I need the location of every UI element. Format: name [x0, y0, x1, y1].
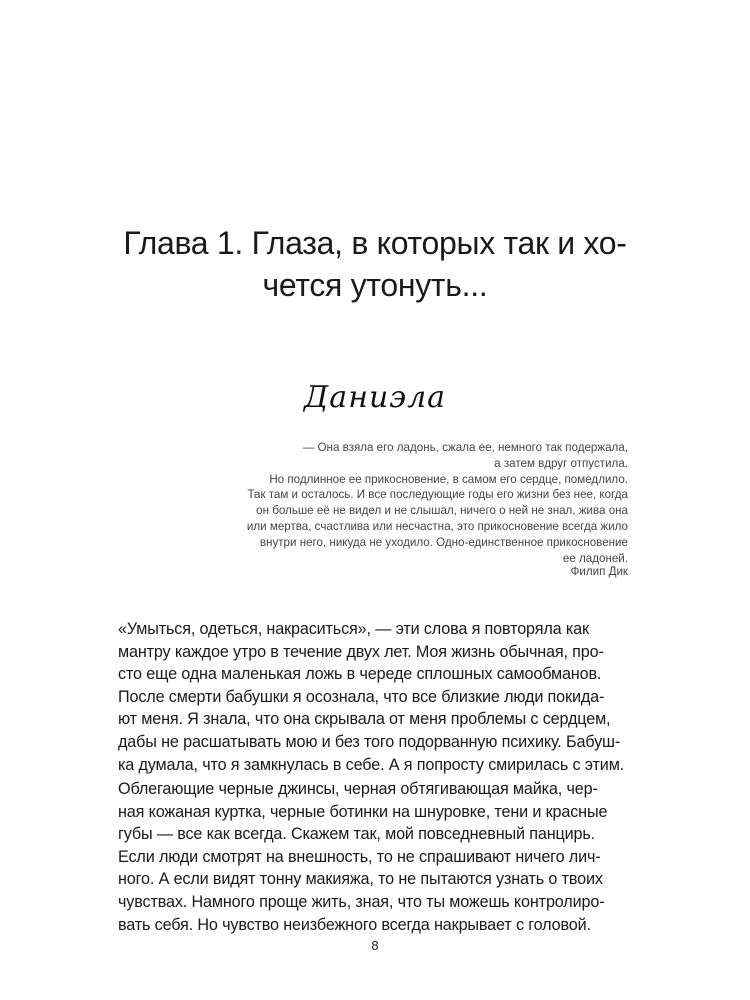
- text-line: мантру каждое утро в течение двух лет. Моя жизнь обычная, про-: [118, 642, 604, 661]
- epigraph-line: Но подлинное ее прикосновение, в самом его сердце, помедлило.: [269, 472, 628, 486]
- text-line: дабы не расшатывать мою и без того подорванную психику. Бабуш-: [118, 732, 621, 751]
- text-line: чувствах. Намного проще жить, зная, что ты можешь контролиро-: [118, 892, 605, 911]
- chapter-title: [80, 222, 670, 306]
- text-line: Если люди смотрят на внешность, то не спрашивают ничего лич-: [118, 847, 601, 866]
- page-number: 8: [371, 938, 379, 953]
- epigraph-line: он больше её не видел и не слышал, ничего о ней не знал, жива она: [256, 504, 628, 518]
- body-paragraph: [118, 618, 630, 776]
- epigraph-line: ее ладоней.: [562, 551, 628, 565]
- text-line: Облегающие черные джинсы, черная обтягивающая майка, чер-: [118, 780, 598, 798]
- text-line: После смерти бабушки я осознала, что все близкие люди покида-: [118, 687, 605, 706]
- chapter-title-line: чется утонуть...: [262, 267, 488, 303]
- text-line: «Умыться, одеться, накраситься», — эти слова я повторяла как: [118, 620, 589, 638]
- chapter-title-line: Глава 1. Глаза, в которых так и хо-: [123, 225, 627, 261]
- text-line: сто еще одна маленькая ложь в череде сплошных самообманов.: [118, 665, 602, 684]
- epigraph-line: а затем вдруг отпустила.: [494, 456, 628, 470]
- text-line: ка думала, что я замкнулась в себе. А я попросту смирилась с этим.: [118, 755, 625, 774]
- epigraph: [150, 440, 628, 566]
- body-paragraph: [118, 778, 630, 936]
- epigraph-line: Так там и осталось. И все последующие годы его жизни без нее, когда: [247, 488, 628, 502]
- epigraph-line: или мертва, счастлива или несчастна, это прикосновение всегда жило: [246, 519, 628, 533]
- epigraph-line: — Она взяла его ладонь, сжала ее, немного так подержала,: [302, 441, 628, 454]
- text-line: ная кожаная куртка, черные ботинки на шнуровке, тени и красные: [118, 802, 608, 821]
- section-heading: Даниэла: [303, 380, 447, 415]
- epigraph-line: внутри него, никуда не уходило. Одно-единственное прикосновение: [259, 535, 628, 549]
- text-line: ного. А если видят тонну макияжа, то не пытаются узнать о твоих: [118, 870, 603, 889]
- epigraph-author: Филип Дик: [570, 565, 628, 578]
- text-line: вать себя. Но чувство неизбежного всегда накрывает с головой.: [118, 915, 591, 934]
- text-line: ют меня. Я знала, что она скрывала от меня проблемы с сердцем,: [118, 710, 611, 729]
- text-line: губы — все как всегда. Скажем так, мой повседневный панцирь.: [118, 825, 595, 844]
